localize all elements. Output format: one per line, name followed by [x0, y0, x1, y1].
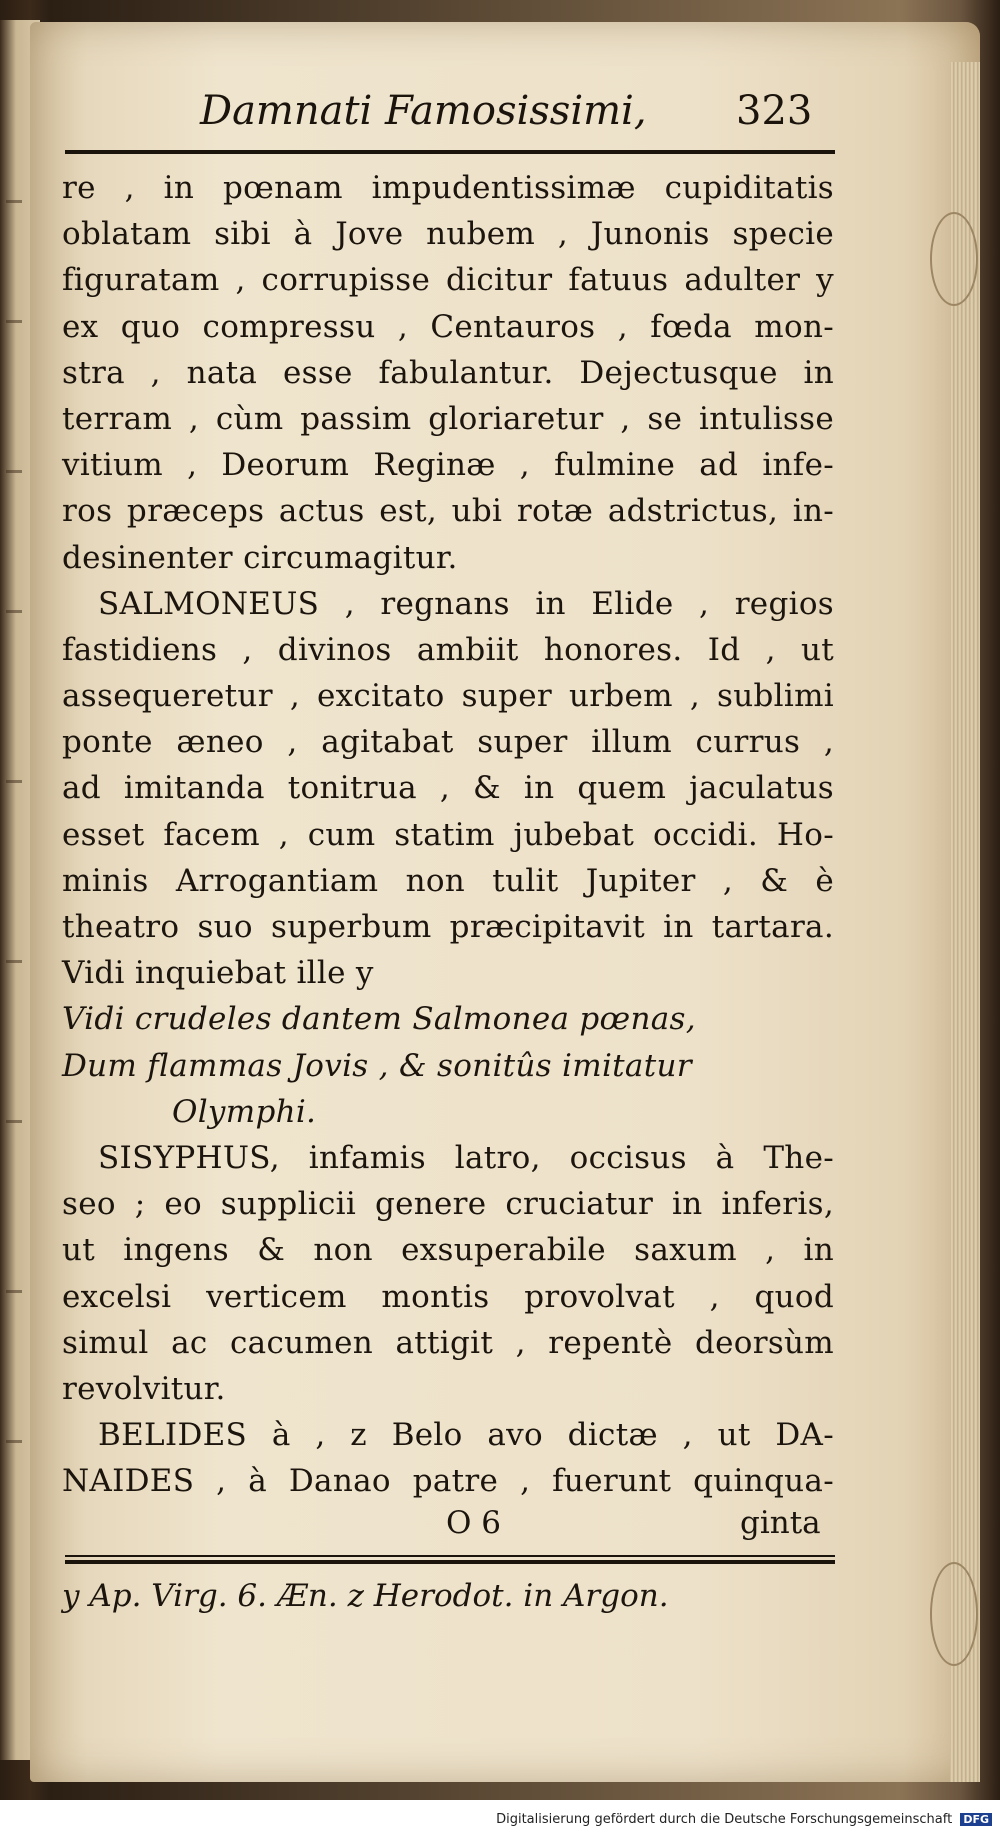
verse-line: Dum flammas Jovis , & sonitûs imitatur — [62, 1047, 692, 1084]
footnote: y Ap. Virg. 6. Æn. z Herodot. in Argon. — [62, 1578, 669, 1614]
text-line: theatro suo superbum præcipitavit in tartara. — [62, 909, 834, 945]
signature-mark: O 6 — [446, 1505, 501, 1541]
text-line: minis Arrogantiam non tulit Jupiter , & è — [62, 862, 834, 899]
text-line: ponte æneo , agitabat super illum currus , — [62, 724, 834, 761]
page-tab-lower — [930, 1562, 978, 1666]
text-line: simul ac cacumen attigit , repentè deorsùm — [62, 1324, 834, 1361]
text-line: seo ; eo supplicii genere cruciatur in inferis, — [62, 1186, 834, 1223]
text-line: desinenter circumagitur. — [62, 539, 458, 576]
facing-page-ink-marks — [4, 140, 28, 1540]
text-line: vitium , Deorum Reginæ , fulmine ad infe- — [62, 447, 834, 484]
credit-text: Digitalisierung gefördert durch die Deutsche Forschungsgemeinschaft — [496, 1812, 953, 1827]
body-text — [62, 165, 834, 1504]
paragraph-start-sisyphus: SISYPHUS, infamis latro, occisus à The- — [98, 1139, 834, 1176]
text-line: ut ingens & non exsuperabile saxum , in — [62, 1232, 834, 1269]
verse-line: Olymphi. — [172, 1093, 317, 1130]
text-line: terram , cùm passim gloriaretur , se intulisse — [62, 400, 834, 437]
verse-line: Vidi crudeles dantem Salmonea pœnas, — [62, 1001, 696, 1038]
text-line: revolvitur. — [62, 1370, 226, 1407]
paragraph-start-salmoneus: SALMONEUS , regnans in Elide , regios — [98, 585, 834, 622]
digitization-credit — [496, 1812, 992, 1827]
page-block-edge — [950, 62, 980, 1782]
text-line: fastidiens , divinos ambiit honores. Id , ut — [62, 631, 834, 668]
text-line: assequeretur , excitato super urbem , sublimi — [62, 678, 834, 715]
running-head: Damnati Famosissimi, — [200, 88, 647, 134]
text-line: oblatam sibi à Jove nubem , Junonis specie — [62, 216, 834, 253]
text-line: NAIDES , à Danao patre , fuerunt quinqua- — [62, 1463, 834, 1500]
text-line: esset facem , cum statim jubebat occidi. Ho- — [62, 816, 834, 853]
text-line: ex quo compressu , Centauros , fœda mon- — [62, 308, 834, 345]
text-line: ad imitanda tonitrua , & in quem jaculatus — [62, 770, 834, 807]
page-number: 323 — [736, 88, 813, 134]
text-line: re , in pœnam impudentissimæ cupiditatis — [62, 170, 834, 206]
catchword: ginta — [740, 1505, 821, 1541]
page-tab-upper — [930, 212, 978, 306]
text-line: excelsi verticem montis provolvat , quod — [62, 1278, 834, 1315]
header-rule — [65, 150, 835, 154]
dfg-logo: DFG — [960, 1813, 992, 1826]
footnote-rule — [65, 1555, 835, 1557]
paragraph-start-belides: BELIDES à , z Belo avo dictæ , ut DA- — [98, 1417, 834, 1454]
text-line: stra , nata esse fabulantur. Dejectusque in — [62, 354, 834, 391]
text-line: ros præceps actus est, ubi rotæ adstrictus, in- — [62, 493, 834, 530]
digitization-credit-bar — [0, 1800, 1000, 1840]
footnote-rule-thick — [65, 1560, 835, 1564]
text-line: Vidi inquiebat ille y — [62, 955, 374, 992]
text-line: figuratam , corrupisse dicitur fatuus adulter y — [62, 262, 834, 299]
